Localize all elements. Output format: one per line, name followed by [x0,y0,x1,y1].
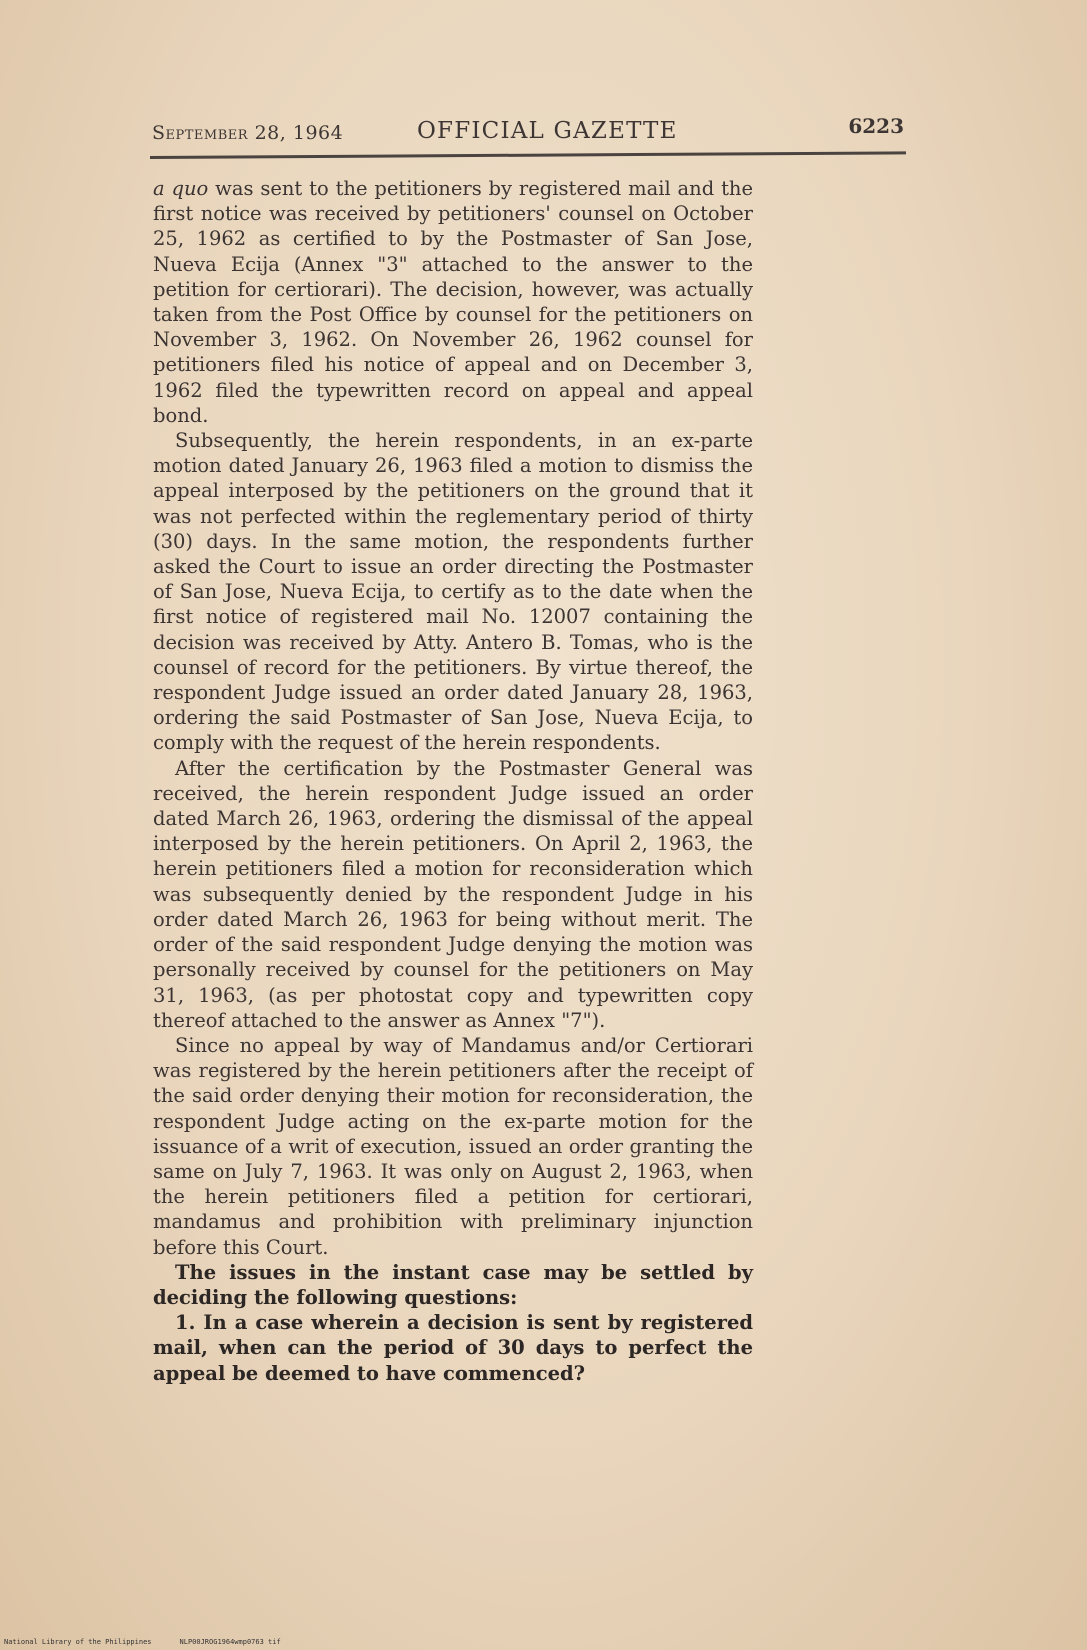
body-text [153,176,753,1386]
library-credit: National Library of the Philippines [4,1638,152,1646]
paragraph-2: Subsequently, the herein respondents, in an ex-parte motion dated January 26, 1963 filed a motion to dismiss the appeal interposed by the petitioners on the ground that it was not perfected within the reglementary period of thirty (30) days. In the same motion, the respondents further asked the Court to issue an order directing the Postmaster of San Jose, Nueva Ecija, to certify as to the date when the first notice of registered mail No. 12007 containing the decision was received by Atty. Antero B. Tomas, who is the counsel of record for the petitioners. By virtue thereof, the respondent Judge issued an order dated January 28, 1963, ordering the said Postmaster of San Jose, Nueva Ecija, to comply with the request of the herein respondents. [153,429,753,755]
paragraph-1-text: was sent to the petitioners by registered mail and the first notice was received by petitioners' counsel on October 25, 1962 as certified to by the Postmaster of San Jose, Nueva Ecija (Annex "3" attached to the answer to the petition for certiorari). The decision, however, was actually taken from the Post Office by counsel for the petitioners on November 3, 1962. On November 26, 1962 counsel for petitioners filed his notice of appeal and on December 3, 1962 filed the typewritten record on appeal and appeal bond. [153,177,753,427]
page-number: 6223 [848,114,904,138]
paragraph-3: After the certification by the Postmaster General was received, the herein respondent Judge issued an order dated March 26, 1963, ordering the dismissal of the appeal interposed by the herein petitioners. On April 2, 1963, the herein petitioners filed a motion for reconsideration which was subsequently denied by the respondent Judge in his order dated March 26, 1963 for being without merit. The order of the said respondent Judge denying the motion was personally received by counsel for the petitioners on May 31, 1963, (as per photostat copy and typewritten copy thereof attached to the answer as Annex "7"). [153,756,753,1032]
paragraph-issues: The issues in the instant case may be settled by deciding the following questions: [153,1260,753,1309]
header-date: September 28, 1964 [152,122,344,144]
file-id: NLP00JROG1964wmp0763 tif [179,1638,281,1646]
publication-title: OFFICIAL GAZETTE [417,118,678,144]
page-header [152,114,904,152]
question-1: 1. In a case wherein a decision is sent by registered mail, when can the period of 30 days to perfect the appeal be deemed to have commenced? [153,1311,753,1385]
paragraph-1 [153,176,753,428]
header-rule [150,151,906,159]
latin-phrase: a quo [153,177,209,200]
paragraph-4: Since no appeal by way of Mandamus and/or Certiorari was registered by the herein petitioners after the receipt of the said order denying their motion for reconsideration, the respondent Judge acting on the ex-parte motion for the issuance of a writ of execution, issued an order granting the same on July 7, 1963. It was only on August 2, 1963, when the herein petitioners filed a petition for certiorari, mandamus and prohibition with preliminary injunction before this Court. [153,1033,753,1259]
scan-footer [4,1638,309,1646]
